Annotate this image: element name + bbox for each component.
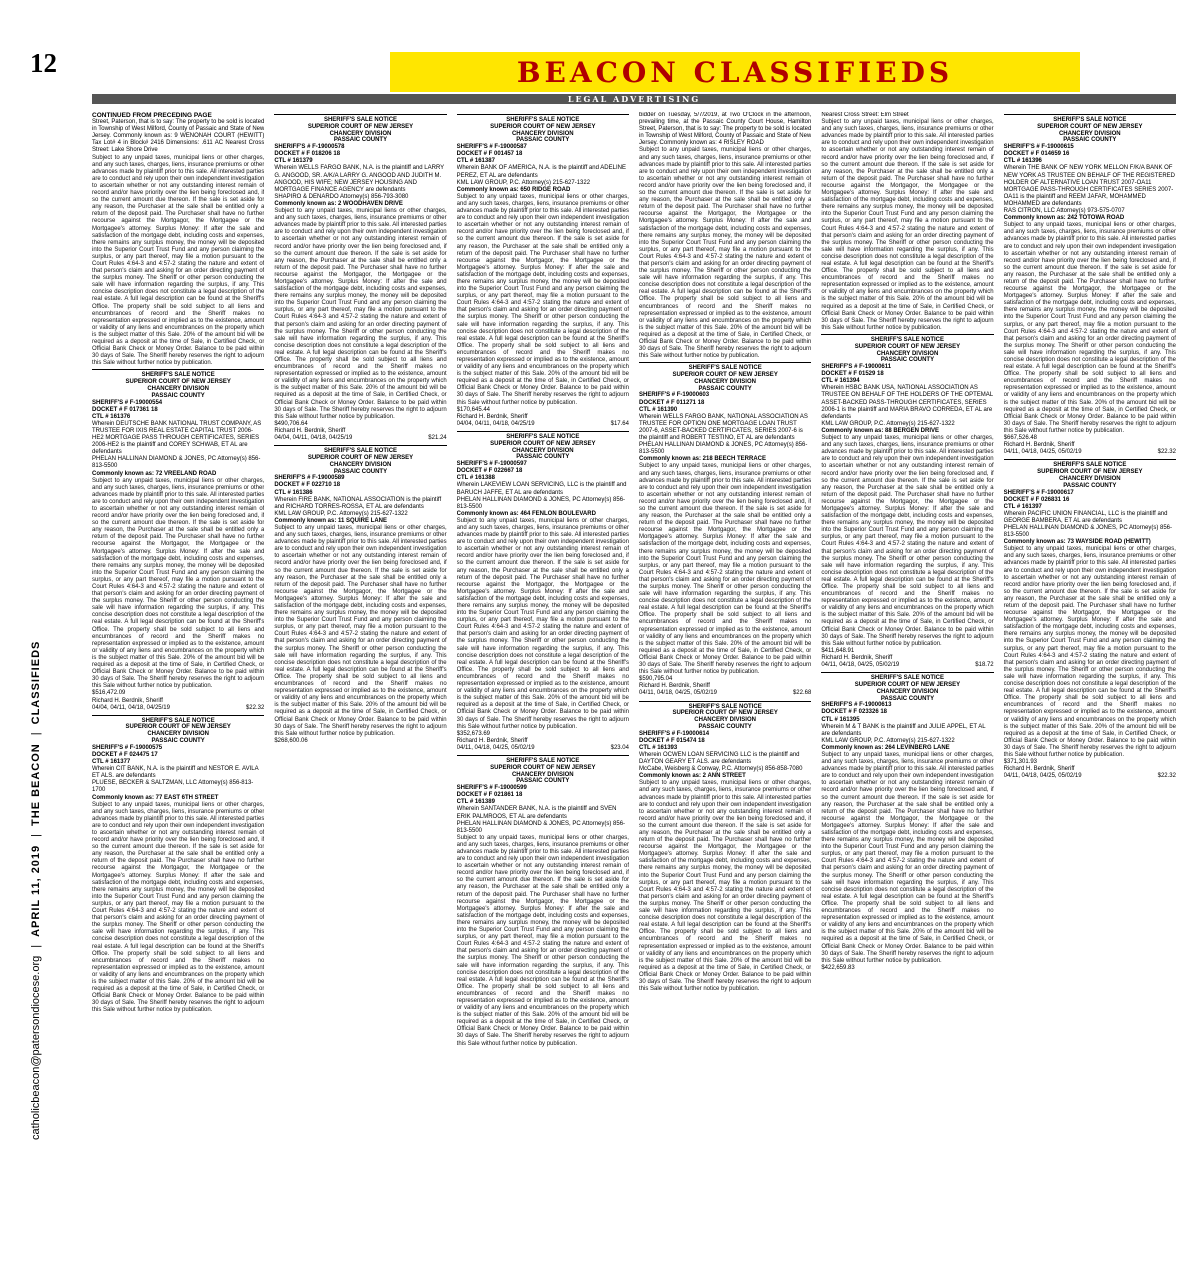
attorney-text: KML LAW GROUP, P.C. Attorney(s) 215-627-1322	[821, 737, 955, 744]
notice-fee: $17.64	[610, 420, 629, 427]
sheriff-sale-notice	[274, 114, 446, 442]
attorney-text: KML LAW GROUP, P.C. Attorney(s) 215-627-1322	[456, 179, 591, 186]
publication-dates: 04/04, 04/11, 04/18, 04/25/19	[92, 704, 170, 711]
notice-fee: $21.24	[428, 435, 447, 442]
ctl-number: CTL # 161389	[456, 799, 495, 806]
notice-body: Subject to any unpaid taxes, municipal liens or other charges, and any such taxes, charges, liens, insurance premiums or other advances made by plaintiff prior to this sale. All interested parties are to conduct and rely upon their own independent investigation to ascertain whether or not any outstanding interest remain of record and/or have priority over the lien being foreclosed and, if so the current amount due thereon. If the sale is set aside for any reason, the Purchaser at the sale shall be entitled only a return of the deposit paid. The Purchaser shall have no further recourse against the Mortgagor, the Mortgagee or the Mortgagee's attorney. Surplus Money: If after the sale and satisfaction of the mortgage debt, including costs and expenses, there remains any surplus money, the money will be deposited into the Superior Court Trust Fund and any person claiming the surplus, or any part thereof, may file a motion pursuant to the Court Rules 4:64-3 and 4:57-2 stating the nature and extent of that person's claim and asking for an order directing payment of the surplus money. The Sheriff or other person conducting the sale will have information regarding the surplus, if any. This concise description does not constitute a legal description of the real estate. A full legal description can be found at the Sheriff's Office. The property shall be sold subject to all liens and encumbrances of record and the Sheriff makes no representation expressed or implied as to the existence, amount or validity of any liens and encumbrances on the property which is the subject matter of this Sale. 20% of the amount bid will be required as a deposit at the time of Sale, in Certified Check, or Official Bank Check or Money Order. Balance to be paid within 30 days of Sale. The Sheriff hereby reserves the right to adjourn this Sale without further notice by publication.	[274, 524, 447, 737]
amount-due: $667,526.48	[1003, 435, 1038, 442]
notice-footer	[457, 745, 629, 752]
docket-number: DOCKET # F 014659 16	[1003, 151, 1070, 158]
sheriffs-number: SHERIFF'S # F-19000617	[1003, 489, 1074, 496]
ctl-number: CTL # 161377	[92, 759, 131, 766]
notice-header-line: CHANCERY DIVISION	[1058, 475, 1121, 482]
docket-number: DOCKET # F 015474 18	[638, 737, 705, 744]
boilerplate-text: Subject to any unpaid taxes, municipal liens or other charges, and any such taxes, charges, liens, insurance premiums or other advances made by plaintiff prior to this sale. All interested parties are to conduct and rely upon their own independent investigation to ascertain whether or not any outstanding interest remain of record and/or have priority over the lien being foreclosed and, if so the current amount due thereon. If the sale is set aside for any reason, the Purchaser at the sale shall be entitled only a return of the deposit paid. The Purchaser shall have no further recourse against the Mortgagor, the Mortgagee or the Mortgagee's attorney. Surplus Money: If after the sale and satisfaction of the mortgage debt, including costs and expenses, there remains any surplus money, the money will be deposited into the Superior Court Trust Fund and any person claiming the surplus, or any part thereof, may file a motion pursuant to the Court Rules 4:64-3 and 4:57-2 stating the nature and extent of that person's claim and asking for an order directing payment of the surplus money. The Sheriff or other person conducting the sale will have information regarding the surplus, if any. This concise description does not constitute a legal description of the real estate. A full legal description can be found at the Sheriff's Office. The property shall be sold subject to all liens and encumbrances of record and the Sheriff makes no representation expressed or implied as to the existence, amount or validity of any liens and encumbrances on the property which is the subject matter of this Sale. 20% of the amount bid will be required as a deposit at the time of Sale, in Certified Check, or Official Bank Check or Money Order. Balance to be paid within 30 days of Sale. The Sheriff hereby reserves the right to adjourn this Sale without further notice by publication.	[92, 154, 265, 367]
sheriff-sale-notice	[639, 362, 811, 697]
attorney-text: PLUESE, BECKER & SALTZMAN, LLC Attorney(s) 856-813-1700	[92, 780, 254, 794]
attorney-text: PHELAN HALLINAN DIAMOND & JONES, PC Attorney(s) 856-813-5500	[456, 496, 626, 510]
sheriffs-number: SHERIFF'S # F-19000587	[456, 144, 527, 151]
notice-header-line: PASSAIC COUNTY	[333, 137, 388, 144]
notice-header	[821, 672, 993, 702]
notice-body: Subject to any unpaid taxes, municipal liens or other charges, and any such taxes, charges, liens, insurance premiums or other advances made by plaintiff prior to this sale. All interested parties are to conduct and rely upon their own independent investigation to ascertain whether or not any outstanding interest remain of record and/or have priority over the lien being foreclosed and, if so the current amount due thereon. If the sale is set aside for any reason, the Purchaser at the sale shall be entitled only a return of the deposit paid. The Purchaser shall have no further recourse against the Mortgagor, the Mortgagee or the Mortgagee's attorney. Surplus Money: If after the sale and satisfaction of the mortgage debt, including costs and expenses, there remains any surplus money, the money will be deposited into the Superior Court Trust Fund and any person claiming the surplus, or any part thereof, may file a motion pursuant to the Court Rules 4:64-3 and 4:57-2 stating the nature and extent of that person's claim and asking for an order directing payment of the surplus money. The Sheriff or other person conducting the sale will have information regarding the surplus, if any. This concise description does not constitute a legal description of the real estate. A full legal description can be found at the Sheriff's Office. The property shall be sold subject to all liens and encumbrances of record and the Sheriff makes no representation expressed or implied as to the existence, amount or validity of any liens and encumbrances on the property which is the subject matter of this Sale. 20% of the amount bid will be required as a deposit at the time of Sale, in Certified Check, or Official Bank Check or Money Order. Balance to be paid within 30 days of Sale. The Sheriff hereby reserves the right to adjourn this Sale without further notice by publication.	[821, 435, 994, 647]
boilerplate-text: Subject to any unpaid taxes, municipal liens or other charges, and any such taxes, charges, liens, insurance premiums or other advances made by plaintiff prior to this sale. All interested parties are to conduct and rely upon their own independent investigation to ascertain whether or not any outstanding interest remain of record and/or have priority over the lien being foreclosed and, if so the current amount due thereon. If the sale is set aside for any reason, the Purchaser at the sale shall be entitled only a return of the deposit paid. The Purchaser shall have no further recourse against the Mortgagor, the Mortgagee or the Mortgagee's attorney. Surplus Money: If after the sale and satisfaction of the mortgage debt, including costs and expenses, there remains any surplus money, the money will be deposited into the Superior Court Trust Fund and any person claiming the surplus, or any part thereof, may file a motion pursuant to the Court Rules 4:64-3 and 4:57-2 stating the nature and extent of that person's claim and asking for an order directing payment of the surplus money. The Sheriff or other person conducting the sale will have information regarding the surplus, if any. This concise description does not constitute a legal description of the real estate. A full legal description can be found at the Sheriff's Office. The property shall be sold subject to all liens and encumbrances of record and the Sheriff makes no representation expressed or implied as to the existence, amount or validity of any liens and encumbrances on the property which is the subject matter of this Sale. 20% of the amount bid will be required as a deposit at the time of Sale, in Certified Check, or Official Bank Check or Money Order. Balance to be paid within 30 days of Sale. The Sheriff hereby reserves the right to adjourn this Sale without further notice by publication.	[638, 147, 812, 360]
sheriff-sale-notice	[457, 431, 629, 752]
ctl-number: CTL # 161396	[1003, 158, 1042, 165]
property-address: Commonly known as: 73 WAYSIDE ROAD (HEWITT)	[1003, 539, 1151, 546]
property-address: Commonly known as: 77 EAST 6TH STREET	[92, 794, 219, 801]
property-address: Commonly known as: 218 BEECH TERRACE	[638, 456, 767, 463]
parties-text: Wherein FIRE BANK, NATIONAL ASSOCIATION is the plaintiff and RICHARD TORRES-ROSSA, ET AL are defendants	[274, 496, 442, 510]
ctl-number: CTL # 161386	[274, 489, 313, 496]
sheriff-sale-notice	[821, 334, 993, 669]
side-section: CLASSIFIEDS	[30, 640, 42, 725]
notice-header-line: SHERIFF'S SALE NOTICE	[323, 117, 398, 123]
parties-text: Wherein WELLS FARGO BANK, N.A. is the plaintiff and LARRY G. ANGOOD, SR. A/K/A LARRY G. ANGOOD AND JUDITH M. ANGOOD, HIS WIFE; NEW JERSEY HOUSING AND MORTGAGE FINANCE AGENCY are defendants	[274, 165, 445, 193]
notice-header-line: SHERIFF'S SALE NOTICE	[141, 717, 215, 724]
publication-dates: 04/11, 04/18, 04/25, 05/02/19	[1003, 449, 1082, 456]
attorney-text: KML LAW GROUP, P.C. Attorney(s) 215-627-1322	[821, 420, 955, 427]
sheriff-name: Richard H. Berdnik, Sheriff	[638, 683, 710, 690]
notice-fee: $18.72	[975, 662, 994, 669]
sheriffs-number: SHERIFF'S # F-19000597	[456, 461, 527, 468]
sheriffs-number: SHERIFF'S # F-19000599	[456, 785, 527, 792]
notice-header-line: SUPERIOR COURT OF NEW JERSEY	[1037, 123, 1143, 130]
notice-header-line: CHANCERY DIVISION	[694, 378, 756, 385]
sheriff-name: Richard H. Berdnik, Sheriff	[456, 737, 528, 744]
notice-header	[92, 715, 264, 745]
amount-due: $490,706.64	[274, 420, 308, 427]
publication-dates: 04/11, 04/18, 04/25, 05/02/19	[638, 690, 717, 697]
notice-header-line: SUPERIOR COURT OF NEW JERSEY	[490, 123, 596, 130]
lead-text: Nearest Cross Street: Elm Street	[821, 112, 909, 118]
notice-header-line: SHERIFF'S SALE NOTICE	[870, 675, 945, 682]
notice-header-line: SUPERIOR COURT OF NEW JERSEY	[672, 710, 778, 717]
side-date: APRIL 11, 2019	[30, 844, 42, 937]
notice-header-line: SUPERIOR COURT OF NEW JERSEY	[307, 454, 414, 461]
amount-due: $371,301.93	[1003, 759, 1038, 766]
notice-header-line: SUPERIOR COURT OF NEW JERSEY	[125, 724, 231, 731]
notice-header-line: PASSAIC COUNTY	[516, 454, 570, 461]
column-5	[821, 112, 993, 1257]
notice-header-line: CHANCERY DIVISION	[694, 717, 756, 724]
notice-header-line: SUPERIOR COURT OF NEW JERSEY	[490, 764, 596, 771]
side-email: catholicbeacon@patersondiocese.org	[30, 955, 42, 1140]
attorney-text: McCabe, Weisberg & Conway, P.C. Attorney(s) 856-858-7080	[638, 766, 803, 773]
notice-header-line: SHERIFF'S SALE NOTICE	[1053, 117, 1127, 123]
notice-body: Subject to any unpaid taxes, municipal liens or other charges, and any such taxes, charges, liens, insurance premiums or other advances made by plaintiff prior to this sale. All interested parties are to conduct and rely upon their own independent investigation to ascertain whether or not any outstanding interest remain of record and/or have priority over the lien being foreclosed and, if so the current amount due thereon. If the sale is set aside for any reason, the Purchaser at the sale shall be entitled only a return of the deposit paid. The Purchaser shall have no further recourse against the Mortgagor, the Mortgagee or the Mortgagee's attorney. Surplus Money: If after the sale and satisfaction of the mortgage debt, including costs and expenses, there remains any surplus money, the money will be deposited into the Superior Court Trust Fund and any person claiming the surplus, or any part thereof, may file a motion pursuant to the Court Rules 4:64-3 and 4:57-2 stating the nature and extent of that person's claim and asking for an order directing payment of the surplus money. The Sheriff or other person conducting the sale will have information regarding the surplus, if any. This concise description does not constitute a legal description of the real estate. A full legal description can be found at the Sheriff's Office. The property shall be sold subject to all liens and encumbrances of record and the Sheriff makes no representation expressed or implied as to the existence, amount or validity of any liens and encumbrances on the property which is the subject matter of this Sale. 20% of the amount bid will be required as a deposit at the time of Sale, in Certified Check, or Official Bank Check or Money Order. Balance to be paid within 30 days of Sale. The Sheriff hereby reserves the right to adjourn this Sale without further notice by publication.	[638, 463, 812, 676]
notice-header-line: PASSAIC COUNTY	[516, 778, 570, 785]
notice-header	[274, 114, 446, 144]
notice-header-line: PASSAIC COUNTY	[880, 357, 935, 364]
docket-number: DOCKET # F 018206 18	[274, 151, 341, 158]
sheriffs-number: SHERIFF'S # F-19000615	[1003, 144, 1074, 151]
sheriff-sale-notice	[821, 672, 993, 972]
notice-header-line: CHANCERY DIVISION	[511, 771, 574, 778]
notice-body: Subject to any unpaid taxes, municipal liens or other charges, and any such taxes, charges, liens, insurance premiums or other advances made by plaintiff prior to this sale. All interested parties are to conduct and rely upon their own independent investigation to ascertain whether or not any outstanding interest remain of record and/or have priority over the lien being foreclosed and, if so the current amount due thereon. If the sale is set aside for any reason, the Purchaser at the sale shall be entitled only a return of the deposit paid. The Purchaser shall have no further recourse against the Mortgagor, the Mortgagee or the Mortgagee's attorney. Surplus Money: If after the sale and satisfaction of the mortgage debt, including costs and expenses, there remains any surplus money, the money will be deposited into the Superior Court Trust Fund and any person claiming the surplus, or any part thereof, may file a motion pursuant to the Court Rules 4:64-3 and 4:57-2 stating the nature and extent of that person's claim and asking for an order directing payment of the surplus money. The Sheriff or other person conducting the sale will have information regarding the surplus, if any. This concise description does not constitute a legal description of the real estate. A full legal description can be found at the Sheriff's Office. The property shall be sold subject to all liens and encumbrances of record and the Sheriff makes no representation expressed or implied as to the existence, amount or validity of any liens and encumbrances on the property which is the subject matter of this Sale. 20% of the amount bid will be required as a deposit at the time of Sale, in Certified Check, or Official Bank Check or Money Order. Balance to be paid within 30 days of Sale. The Sheriff hereby reserves the right to adjourn this Sale without further notice by publication.	[1003, 222, 1176, 434]
notice-header-line: SUPERIOR COURT OF NEW JERSEY	[125, 379, 231, 386]
ctl-number: CTL # 161379	[274, 158, 313, 165]
parties-text: Wherein WELLS FARGO BANK, NATIONAL ASSOCIATION AS TRUSTEE FOR OPTION ONE MORTGAGE LOAN TRUST 2007-6, ASSET-BACKED CERTIFICATES, SERIES 2007-6 is the plaintiff and ROBERT TESTINO, ET AL are defendants	[638, 413, 808, 442]
docket-number: DOCKET # F 023326 18	[821, 709, 888, 716]
column-1	[92, 112, 264, 1257]
amount-due: $422,659.83	[821, 964, 855, 971]
notice-header-line: PASSAIC COUNTY	[698, 723, 752, 730]
notice-header-line: PASSAIC COUNTY	[698, 385, 752, 392]
notice-header-line: SUPERIOR COURT OF NEW JERSEY	[854, 343, 961, 350]
amount-due: $411,648.91	[821, 647, 855, 654]
sheriffs-number: SHERIFF'S # F-19000589	[274, 475, 345, 482]
notice-body: Subject to any unpaid taxes, municipal liens or other charges, and any such taxes, charges, liens, insurance premiums or other advances made by plaintiff prior to this sale. All interested parties are to conduct and rely upon their own independent investigation to ascertain whether or not any outstanding interest remain of record and/or have priority over the lien being foreclosed and, if so the current amount due thereon. If the sale is set aside for any reason, the Purchaser at the sale shall be entitled only a return of the deposit paid. The Purchaser shall have no further recourse against the Mortgagor, the Mortgagee or the Mortgagee's attorney. Surplus Money: If after the sale and satisfaction of the mortgage debt, including costs and expenses, there remains any surplus money, the money will be deposited into the Superior Court Trust Fund and any person claiming the surplus, or any part thereof, may file a motion pursuant to the Court Rules 4:64-3 and 4:57-2 stating the nature and extent of that person's claim and asking for an order directing payment of the surplus money. The Sheriff or other person conducting the sale will have information regarding the surplus, if any. This concise description does not constitute a legal description of the real estate. A full legal description can be found at the Sheriff's Office. The property shall be sold subject to all liens and encumbrances of record and the Sheriff makes no representation expressed or implied as to the existence, amount or validity of any liens and encumbrances on the property which is the subject matter of this Sale. 20% of the amount bid will be required as a deposit at the time of Sale, in Certified Check, or Official Bank Check or Money Order. Balance to be paid within 30 days of Sale. The Sheriff hereby reserves the right to adjourn this Sale without further notice by publication.	[92, 477, 265, 690]
notice-header-line: CHANCERY DIVISION	[147, 731, 209, 738]
notice-footer	[1004, 449, 1176, 456]
sheriff-name: Richard H. Berdnik, Sheriff	[821, 654, 893, 661]
amount-due: $516,472.09	[92, 690, 126, 697]
classified-columns	[92, 112, 1176, 1257]
notice-header-line: SUPERIOR COURT OF NEW JERSEY	[490, 440, 596, 447]
publication-dates: 04/11, 04/18, 04/25, 05/02/19	[456, 744, 535, 751]
sheriff-name: Richard H. Berdnik, Sheriff	[274, 427, 346, 434]
ctl-number: CTL # 161376	[92, 413, 131, 420]
sheriff-name: Richard H. Berdnik, Sheriff	[1003, 442, 1075, 449]
notice-fee: $22.32	[245, 704, 265, 711]
notice-header	[92, 369, 264, 399]
sheriff-sale-notice	[639, 701, 811, 994]
notice-header-line: SUPERIOR COURT OF NEW JERSEY	[854, 681, 961, 688]
parties-text: Wherein BANK OF AMERICA, N.A. is the plaintiff and ADELINE PEREZ, ET AL are defendants	[456, 165, 626, 179]
notice-header	[457, 114, 629, 144]
amount-due: $352,673.69	[456, 730, 491, 737]
ctl-number: CTL # 161395	[821, 716, 860, 723]
property-address: Commonly known as: 242 TOTOWA ROAD	[1003, 215, 1125, 222]
lead-text: Street, Paterson, that is to say: The property to be sold is located in Township of West Milford, County of Passaic and State of New Jersey. Commonly known as: 9 WENONAH COURT (HEWITT) Tax Lot# 4 in Block# 2416 Dimensions: .611 AC Nearest Cross Street: Lake Shore Drive	[92, 119, 265, 154]
notice-header-line: CHANCERY DIVISION	[329, 461, 392, 468]
notice-header	[1004, 459, 1176, 489]
ctl-number: CTL # 161387	[456, 158, 495, 165]
property-address: Commonly known as: 650 RIDGE ROAD	[456, 186, 571, 193]
notice-body: Subject to any unpaid taxes, municipal liens or other charges, and any such taxes, charges, liens, insurance premiums or other advances made by plaintiff prior to this sale. All interested parties are to conduct and rely upon their own independent investigation to ascertain whether or not any outstanding interest remain of record and/or have priority over the lien being foreclosed and, if so the current amount due thereon. If the sale is set aside for any reason, the Purchaser at the sale shall be entitled only a return of the deposit paid. The Purchaser shall have no further recourse against the Mortgagor, the Mortgagee or the Mortgagee's attorney. Surplus Money: If after the sale and satisfaction of the mortgage debt, including costs and expenses, there remains any surplus money, the money will be deposited into the Superior Court Trust Fund and any person claiming the surplus, or any part thereof, may file a motion pursuant to the Court Rules 4:64-3 and 4:57-2 stating the nature and extent of that person's claim and asking for an order directing payment of the surplus money. The Sheriff or other person conducting the sale will have information regarding the surplus, if any. This concise description does not constitute a legal description of the real estate. A full legal description can be found at the Sheriff's Office. The property shall be sold subject to all liens and encumbrances of record and the Sheriff makes no representation expressed or implied as to the existence, amount or validity of any liens and encumbrances on the property which is the subject matter of this Sale. 20% of the amount bid will be required as a deposit at the time of Sale, in Certified Check, or Official Bank Check or Money Order. Balance to be paid within 30 days of Sale. The Sheriff hereby reserves the right to adjourn this Sale without further notice by publication.	[456, 517, 629, 730]
sheriffs-number: SHERIFF'S # F-19000554	[92, 399, 163, 406]
notice-header-line: PASSAIC COUNTY	[1063, 482, 1117, 489]
ctl-number: CTL # 161397	[1003, 503, 1042, 510]
sheriffs-number: SHERIFF'S # F-19000575	[92, 744, 163, 751]
publication-dates: 04/11, 04/18, 04/25, 05/02/19	[1003, 773, 1082, 780]
notice-header-line: SHERIFF'S SALE NOTICE	[506, 433, 580, 440]
notice-fee: $22.32	[1157, 449, 1176, 456]
parties-text: Wherein SANTANDER BANK, N.A. is the plaintiff and SVEN ERIK PALMROOS, ET AL are defendants	[456, 806, 617, 820]
attorney-text: PHELAN HALLINAN DIAMOND & JONES, PC Attorney(s) 856-813-5500	[92, 456, 261, 470]
attorney-text: RAS CITRON, LLC Attorney(s) 973-575-0707	[1003, 208, 1125, 215]
notice-header-line: SHERIFF'S SALE NOTICE	[1053, 462, 1127, 469]
notice-header-line: CHANCERY DIVISION	[511, 447, 574, 454]
notice-header-line: CHANCERY DIVISION	[511, 130, 574, 137]
amount-due: $268,600.06	[274, 737, 308, 744]
docket-number: DOCKET # F 026831 16	[1003, 496, 1070, 503]
sheriff-sale-notice	[92, 715, 264, 1015]
docket-number: DOCKET # F 024475 17	[92, 751, 158, 758]
notice-body: Subject to any unpaid taxes, municipal liens or other charges, and any such taxes, charges, liens, insurance premiums or other advances made by plaintiff prior to this sale. All interested parties are to conduct and rely upon their own independent investigation to ascertain whether or not any outstanding interest remain of record and/or have priority over the lien being foreclosed and, if so the current amount due thereon. If the sale is set aside for any reason, the Purchaser at the sale shall be entitled only a return of the deposit paid. The Purchaser shall have no further recourse against the Mortgagor, the Mortgagee or the Mortgagee's attorney. Surplus Money: If after the sale and satisfaction of the mortgage debt, including costs and expenses, there remains any surplus money, the money will be deposited into the Superior Court Trust Fund and any person claiming the surplus, or any part thereof, may file a motion pursuant to the Court Rules 4:64-3 and 4:57-2 stating the nature and extent of that person's claim and asking for an order directing payment of the surplus money. The Sheriff or other person conducting the sale will have information regarding the surplus, if any. This concise description does not constitute a legal description of the real estate. A full legal description can be found at the Sheriff's Office. The property shall be sold subject to all liens and encumbrances of record and the Sheriff makes no representation expressed or implied as to the existence, amount or validity of any liens and encumbrances on the property which is the subject matter of this Sale. 20% of the amount bid will be required as a deposit at the time of Sale, in Certified Check, or Official Bank Check or Money Order. Balance to be paid within 30 days of Sale. The Sheriff hereby reserves the right to adjourn this Sale without further notice by publication.	[638, 780, 812, 993]
ctl-number: CTL # 161390	[638, 406, 678, 413]
notice-body: Subject to any unpaid taxes, municipal liens or other charges, and any such taxes, charges, liens, insurance premiums or other advances made by plaintiff prior to this sale. All interested parties are to conduct and rely upon their own independent investigation to ascertain whether or not any outstanding interest remain of record and/or have priority over the lien being foreclosed and, if so the current amount due thereon. If the sale is set aside for any reason, the Purchaser at the sale shall be entitled only a return of the deposit paid. The Purchaser shall have no further recourse against the Mortgagor, the Mortgagee or the Mortgagee's attorney. Surplus Money: If after the sale and satisfaction of the mortgage debt, including costs and expenses, there remains any surplus money, the money will be deposited into the Superior Court Trust Fund and any person claiming the surplus, or any part thereof, may file a motion pursuant to the Court Rules 4:64-3 and 4:57-2 stating the nature and extent of that person's claim and asking for an order directing payment of the surplus money. The Sheriff or other person conducting the sale will have information regarding the surplus, if any. This concise description does not constitute a legal description of the real estate. A full legal description can be found at the Sheriff's Office. The property shall be sold subject to all liens and encumbrances of record and the Sheriff makes no representation expressed or implied as to the existence, amount or validity of any liens and encumbrances on the property which is the subject matter of this Sale. 20% of the amount bid will be required as a deposit at the time of Sale, in Certified Check, or Official Bank Check or Money Order. Balance to be paid within 30 days of Sale. The Sheriff hereby reserves the right to adjourn this Sale without further notice by publication.	[456, 193, 629, 406]
docket-number: DOCKET # F 01529 18	[821, 371, 884, 378]
sheriff-sale-notice	[1004, 459, 1176, 780]
parties-text: Wherein THE BANK OF NEW YORK MELLON F/K/A BANK OF NEW YORK AS TRUSTEE ON BEHALF OF THE REGISTERED HOLDER OF ALTERNATIVE LOAN TRUST 2007-OA11 MORTGAGE PASS-THROUGH CERTIFICATES SERIES 2007-OA11 is the plaintiff and REEM JAFAR, MOHAMMED MOHAMMED are defendants	[1003, 165, 1176, 207]
notice-body: Subject to any unpaid taxes, municipal liens or other charges, and any such taxes, charges, liens, insurance premiums or other advances made by plaintiff prior to this sale. All interested parties are to conduct and rely upon their own independent investigation to ascertain whether or not any outstanding interest remain of record and/or have priority over the lien being foreclosed and, if so the current amount due thereon. If the sale is set aside for any reason, the Purchaser at the sale shall be entitled only a return of the deposit paid. The Purchaser shall have no further recourse against the Mortgagor, the Mortgagee or the Mortgagee's attorney. Surplus Money: If after the sale and satisfaction of the mortgage debt, including costs and expenses, there remains any surplus money, the money will be deposited into the Superior Court Trust Fund and any person claiming the surplus, or any part thereof, may file a motion pursuant to the Court Rules 4:64-3 and 4:57-2 stating the nature and extent of that person's claim and asking for an order directing payment of the surplus money. The Sheriff or other person conducting the sale will have information regarding the surplus, if any. This concise description does not constitute a legal description of the real estate. A full legal description can be found at the Sheriff's Office. The property shall be sold subject to all liens and encumbrances of record and the Sheriff makes no representation expressed or implied as to the existence, amount or validity of any liens and encumbrances on the property which is the subject matter of this Sale. 20% of the amount bid will be required as a deposit at the time of Sale, in Certified Check, or Official Bank Check or Money Order. Balance to be paid within 30 days of Sale. The Sheriff hereby reserves the right to adjourn this Sale without further notice by publication.	[92, 801, 265, 1014]
masthead-banner	[390, 52, 1080, 92]
notice-header-line: SHERIFF'S SALE NOTICE	[506, 117, 580, 123]
notice-header	[639, 362, 811, 392]
notice-footer	[1004, 773, 1176, 780]
lead-text: bidder on Tuesday, 5/7/2019, at Two O'Clock in the afternoon, prevailing time, at the Passaic County Court House, Hamilton Street, Paterson, that is to say: The property to be sold is located in Township of West Milford, County of Passaic and State of New Jersey. Commonly known as: 4 RISLEY ROAD	[638, 112, 812, 147]
sheriff-sale-notice	[1004, 114, 1176, 456]
notice-header-line: SUPERIOR COURT OF NEW JERSEY	[1037, 469, 1143, 476]
sheriff-sale-notice	[457, 755, 629, 1048]
notice-footer	[92, 705, 264, 712]
property-address: Commonly known as: 72 VREELAND ROAD	[92, 470, 217, 477]
sheriffs-number: SHERIFF'S # F-19000613	[821, 702, 892, 709]
attorney-text: KML LAW GROUP, P.C. Attorney(s) 215-627-1322	[274, 510, 408, 517]
property-address: Commonly known as: 2 WOODHAVEN DRIVE	[274, 200, 403, 207]
notice-footer	[457, 421, 629, 428]
ctl-number: CTL # 161388	[456, 475, 495, 482]
notice-header-line: PASSAIC COUNTY	[151, 392, 205, 399]
notice-header-line: PASSAIC COUNTY	[333, 468, 388, 475]
notice-fee: $22.32	[1157, 773, 1176, 780]
sheriffs-number: SHERIFF'S # F-19000614	[638, 730, 710, 737]
notice-header-line: PASSAIC COUNTY	[516, 137, 570, 144]
publication-dates: 04/04, 04/11, 04/18, 04/25/19	[456, 420, 535, 427]
notice-footer	[639, 690, 811, 697]
column-6	[1004, 112, 1176, 1257]
ctl-number: CTL # 161394	[821, 378, 860, 385]
sheriffs-number: SHERIFF'S # F-19000578	[274, 144, 345, 151]
notice-footer	[274, 435, 446, 442]
parties-text: Wherein CIT BANK, N.A. is the plaintiff and NESTOR E. AVILA ET ALS. are defendants	[92, 766, 259, 780]
parties-text: Wherein LAKEVIEW LOAN SERVICING, LLC is the plaintiff and BARUCH JAFFE, ET AL are defendants	[456, 482, 627, 496]
docket-number: DOCKET # F 022667 18	[456, 468, 523, 475]
publication-dates: 04/11, 04/18, 04/25, 05/02/19	[821, 662, 900, 669]
notice-header-line: CHANCERY DIVISION	[876, 350, 939, 357]
parties-text: Wherein OCWEN LOAN SERVICING LLC is the plaintiff and DAYTON GEARY ET ALS. are defendants	[638, 751, 800, 766]
property-address: Commonly known as: 2 ANN STREET	[638, 773, 746, 780]
sheriff-name: Richard H. Berdnik, Sheriff	[1003, 766, 1075, 773]
notice-header-line: SHERIFF'S SALE NOTICE	[506, 757, 580, 764]
notice-header-line: SHERIFF'S SALE NOTICE	[688, 703, 762, 710]
notice-header	[639, 701, 811, 731]
column-2	[274, 112, 446, 1257]
parties-text: Wherein M & T BANK is the plaintiff and JULIE APPEL, ET AL are defendants	[821, 723, 986, 737]
parties-text: Wherein DEUTSCHE BANK NATIONAL TRUST COMPANY, AS TRUSTEE FOR IXIS REAL ESTATE CAPITAL TRUST 2006-HE2 MORTGAGE PASS THROUGH CERTIFICATES, SERIES 2006-HE2 is the plaintiff and COREY SCHWAB, ET AL are defendants	[92, 420, 262, 456]
column-3	[457, 112, 629, 1257]
notice-body: Subject to any unpaid taxes, municipal liens or other charges, and any such taxes, charges, liens, insurance premiums or other advances made by plaintiff prior to this sale. All interested parties are to conduct and rely upon their own independent investigation to ascertain whether or not any outstanding interest remain of record and/or have priority over the lien being foreclosed and, if so the current amount due thereon. If the sale is set aside for any reason, the Purchaser at the sale shall be entitled only a return of the deposit paid. The Purchaser shall have no further recourse against the Mortgagor, the Mortgagee or the Mortgagee's attorney. Surplus Money: If after the sale and satisfaction of the mortgage debt, including costs and expenses, there remains any surplus money, the money will be deposited into the Superior Court Trust Fund and any person claiming the surplus, or any part thereof, may file a motion pursuant to the Court Rules 4:64-3 and 4:57-2 stating the nature and extent of that person's claim and asking for an order directing payment of the surplus money. The Sheriff or other person conducting the sale will have information regarding the surplus, if any. This concise description does not constitute a legal description of the real estate. A full legal description can be found at the Sheriff's Office. The property shall be sold subject to all liens and encumbrances of record and the Sheriff makes no representation expressed or implied as to the existence, amount or validity of any liens and encumbrances on the property which is the subject matter of this Sale. 20% of the amount bid will be required as a deposit at the time of Sale, in Certified Check, or Official Bank Check or Money Order. Balance to be paid within 30 days of Sale. The Sheriff hereby reserves the right to adjourn this Sale without further notice by publication.	[1003, 546, 1176, 758]
sheriffs-number: SHERIFF'S # F-19000611	[821, 364, 892, 371]
notice-fee: $23.04	[610, 744, 629, 751]
docket-number: DOCKET # F 001457 18	[456, 151, 523, 158]
property-address: Commonly known as: 264 LEVINBERG LANE	[821, 744, 950, 751]
sheriff-name: Richard H. Berdnik, Sheriff	[456, 413, 528, 420]
amount-due: $590,795.04	[638, 676, 673, 683]
docket-number: DOCKET # F 011271 18	[638, 399, 705, 406]
sheriff-sale-notice	[92, 369, 264, 711]
notice-header	[457, 755, 629, 785]
notice-header-line: SUPERIOR COURT OF NEW JERSEY	[672, 372, 778, 379]
property-address: Commonly known as: 11 SQUIRE LANE	[274, 517, 388, 524]
notice-header-line: SHERIFF'S SALE NOTICE	[323, 448, 398, 455]
side-paper: THE BEACON	[30, 743, 42, 826]
boilerplate-text: Subject to any unpaid taxes, municipal liens or other charges, and any such taxes, charges, liens, insurance premiums or other advances made by plaintiff prior to this sale. All interested parties are to conduct and rely upon their own independent investigation to ascertain whether or not any outstanding interest remain of record and/or have priority over the lien being foreclosed and, if so the current amount due thereon. If the sale is set aside for any reason, the Purchaser at the sale shall be entitled only a return of the deposit paid. The Purchaser shall have no further recourse against the Mortgagor, the Mortgagee or the Mortgagee's attorney. Surplus Money: If after the sale and satisfaction of the mortgage debt, including costs and expenses, there remains any surplus money, the money will be deposited into the Superior Court Trust Fund and any person claiming the surplus, or any part thereof, may file a motion pursuant to the Court Rules 4:64-3 and 4:57-2 stating the nature and extent of that person's claim and asking for an order directing payment of the surplus money. The Sheriff or other person conducting the sale will have information regarding the surplus, if any. This concise description does not constitute a legal description of the real estate. A full legal description can be found at the Sheriff's Office. The property shall be sold subject to all liens and encumbrances of record and the Sheriff makes no representation expressed or implied as to the existence, amount or validity of any liens and encumbrances on the property which is the subject matter of this Sale. 20% of the amount bid will be required as a deposit at the time of Sale, in Certified Check, or Official Bank Check or Money Order. Balance to be paid within 30 days of Sale. The Sheriff hereby reserves the right to adjourn this Sale without further notice by publication.	[821, 119, 994, 331]
notice-body: Subject to any unpaid taxes, municipal liens or other charges, and any such taxes, charges, liens, insurance premiums or other advances made by plaintiff prior to this sale. All interested parties are to conduct and rely upon their own independent investigation to ascertain whether or not any outstanding interest remain of record and/or have priority over the lien being foreclosed and, if so the current amount due thereon. If the sale is set aside for any reason, the Purchaser at the sale shall be entitled only a return of the deposit paid. The Purchaser shall have no further recourse against the Mortgagor, the Mortgagee or the Mortgagee's attorney. Surplus Money: If after the sale and satisfaction of the mortgage debt, including costs and expenses, there remains any surplus money, the money will be deposited into the Superior Court Trust Fund and any person claiming the surplus, or any part thereof, may file a motion pursuant to the Court Rules 4:64-3 and 4:57-2 stating the nature and extent of that person's claim and asking for an order directing payment of the surplus money. The Sheriff or other person conducting the sale will have information regarding the surplus, if any. This concise description does not constitute a legal description of the real estate. A full legal description can be found at the Sheriff's Office. The property shall be sold subject to all liens and encumbrances of record and the Sheriff makes no representation expressed or implied as to the existence, amount or validity of any liens and encumbrances on the property which is the subject matter of this Sale. 20% of the amount bid will be required as a deposit at the time of Sale, in Certified Check, or Official Bank Check or Money Order. Balance to be paid within 30 days of Sale. The Sheriff hereby reserves the right to adjourn this Sale without further notice by publication.	[456, 834, 629, 1047]
notice-header-line: CHANCERY DIVISION	[1058, 130, 1121, 137]
notice-header-line: CHANCERY DIVISION	[329, 130, 392, 137]
notice-header-line: PASSAIC COUNTY	[151, 738, 205, 745]
attorney-text: PHELAN HALLINAN DIAMOND & JONES, PC Attorney(s) 856-813-5500	[456, 820, 626, 834]
property-address: Commonly known as: 464 FENLON BOULEVARD	[456, 510, 596, 517]
attorney-text: PHELAN HALLINAN DIAMOND & JONES, PC Attorney(s) 856-813-5500	[1003, 524, 1173, 539]
notice-body: Subject to any unpaid taxes, municipal liens or other charges, and any such taxes, charges, liens, insurance premiums or other advances made by plaintiff prior to this sale. All interested parties are to conduct and rely upon their own independent investigation to ascertain whether or not any outstanding interest remain of record and/or have priority over the lien being foreclosed and, if so the current amount due thereon. If the sale is set aside for any reason, the Purchaser at the sale shall be entitled only a return of the deposit paid. The Purchaser shall have no further recourse against the Mortgagor, the Mortgagee or the Mortgagee's attorney. Surplus Money: If after the sale and satisfaction of the mortgage debt, including costs and expenses, there remains any surplus money, the money will be deposited into the Superior Court Trust Fund and any person claiming the surplus, or any part thereof, may file a motion pursuant to the Court Rules 4:64-3 and 4:57-2 stating the nature and extent of that person's claim and asking for an order directing payment of the surplus money. The Sheriff or other person conducting the sale will have information regarding the surplus, if any. This concise description does not constitute a legal description of the real estate. A full legal description can be found at the Sheriff's Office. The property shall be sold subject to all liens and encumbrances of record and the Sheriff makes no representation expressed or implied as to the existence, amount or validity of any liens and encumbrances on the property which is the subject matter of this Sale. 20% of the amount bid will be required as a deposit at the time of Sale, in Certified Check, or Official Bank Check or Money Order. Balance to be paid within 30 days of Sale. The Sheriff hereby reserves the right to adjourn this Sale without further notice by publication.	[821, 751, 994, 964]
notice-header-line: SHERIFF'S SALE NOTICE	[141, 372, 215, 379]
ctl-number: CTL # 161393	[638, 744, 678, 751]
notice-header-line: PASSAIC COUNTY	[1063, 137, 1117, 144]
sheriff-name: Richard H. Berdnik, Sheriff	[92, 697, 163, 704]
attorney-text: PHELAN HALLINAN DIAMOND & JONES, PC Attorney(s) 856-813-5500	[638, 442, 808, 456]
notice-header	[274, 445, 446, 475]
section-bar	[92, 94, 1176, 104]
masthead-title: BEACON CLASSIFIEDS	[516, 55, 954, 89]
docket-number: DOCKET # F 017361 18	[92, 406, 158, 413]
notice-fee: $22.68	[792, 690, 812, 697]
notice-footer	[821, 662, 993, 669]
notice-header-line: CHANCERY DIVISION	[147, 385, 209, 392]
notice-header	[1004, 114, 1176, 144]
notice-header-line: CHANCERY DIVISION	[876, 688, 939, 695]
section-title: LEGAL ADVERTISING	[567, 94, 701, 104]
notice-header	[457, 431, 629, 461]
column-4	[639, 112, 811, 1257]
page-number: 12	[30, 48, 57, 78]
docket-number: DOCKET # F 022710 18	[274, 482, 341, 489]
notice-header-line: SUPERIOR COURT OF NEW JERSEY	[307, 123, 414, 130]
parties-text: Wherein PACIFIC UNION FINANCIAL, LLC is the plaintiff and GEORGE BAMBERA, ET AL are defendants	[1003, 510, 1168, 524]
notice-header-line: SHERIFF'S SALE NOTICE	[870, 336, 945, 343]
property-address: Commonly known as: 88 BERGEN DRIVE	[821, 427, 940, 434]
sheriff-sale-notice	[457, 114, 629, 428]
sheriffs-number: SHERIFF'S # F-19000603	[638, 392, 710, 399]
notice-header-line: PASSAIC COUNTY	[880, 695, 935, 702]
sheriff-sale-notice	[274, 445, 446, 745]
docket-number: DOCKET # F 021861 18	[456, 792, 523, 799]
notice-header-line: SHERIFF'S SALE NOTICE	[688, 365, 762, 372]
amount-due: $170,645.44	[456, 406, 491, 413]
attorney-text: SHAPIRO & DENARDO Attorney(s) 856-793-3080	[274, 193, 409, 200]
parties-text: Wherein HSBC BANK USA, NATIONAL ASSOCIATION AS TRUSTEE ON BEHALF OF THE HOLDERS OF THE OPTEMAL ASSET-BACKED PASS-THROUGH CERTIFICATES, SERIES 2006-1 is the plaintiff and MARIA BRAVO CORREDA, ET AL are defendants	[821, 385, 993, 420]
notice-body: Subject to any unpaid taxes, municipal liens or other charges, and any such taxes, charges, liens, insurance premiums or other advances made by plaintiff prior to this sale. All interested parties are to conduct and rely upon their own independent investigation to ascertain whether or not any outstanding interest remain of record and/or have priority over the lien being foreclosed and, if so the current amount due thereon. If the sale is set aside for any reason, the Purchaser at the sale shall be entitled only a return of the deposit paid. The Purchaser shall have no further recourse against the Mortgagor, the Mortgagee or the Mortgagee's attorney. Surplus Money: If after the sale and satisfaction of the mortgage debt, including costs and expenses, there remains any surplus money, the money will be deposited into the Superior Court Trust Fund and any person claiming the surplus, or any part thereof, may file a motion pursuant to the Court Rules 4:64-3 and 4:57-2 stating the nature and extent of that person's claim and asking for an order directing payment of the surplus money. The Sheriff or other person conducting the sale will have information regarding the surplus, if any. This concise description does not constitute a legal description of the real estate. A full legal description can be found at the Sheriff's Office. The property shall be sold subject to all liens and encumbrances of record and the Sheriff makes no representation expressed or implied as to the existence, amount or validity of any liens and encumbrances on the property which is the subject matter of this Sale. 20% of the amount bid will be required as a deposit at the time of Sale, in Certified Check, or Official Bank Check or Money Order. Balance to be paid within 30 days of Sale. The Sheriff hereby reserves the right to adjourn this Sale without further notice by publication.	[274, 208, 447, 420]
notice-header	[821, 334, 993, 364]
continued-label: CONTINUED FROM PRECEDING PAGE	[92, 112, 212, 119]
publication-dates: 04/04, 04/11, 04/18, 04/25/19	[274, 435, 353, 442]
